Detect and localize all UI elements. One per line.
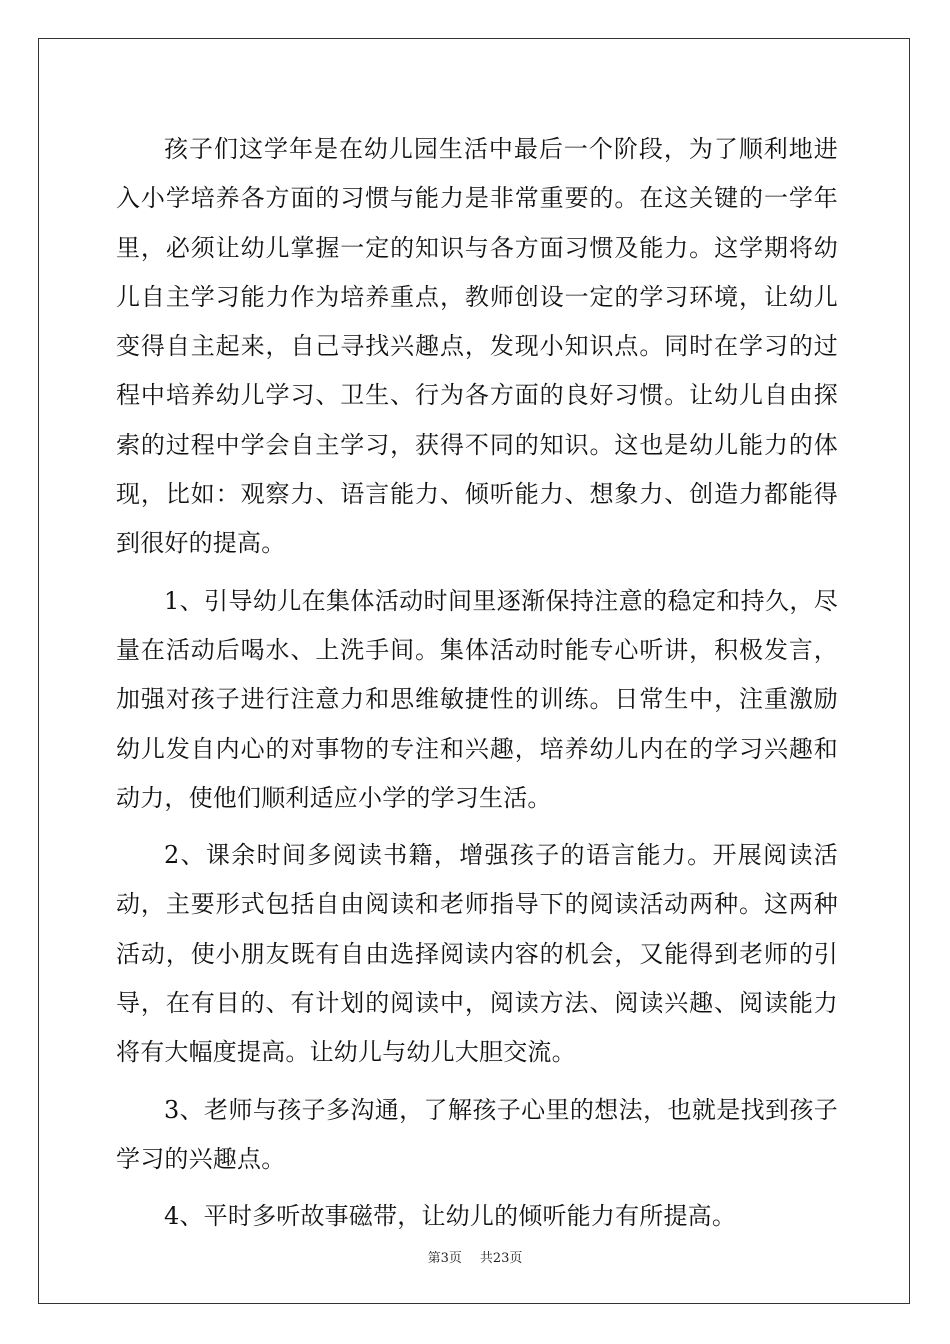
page-number: 第3页 [427, 1251, 462, 1266]
paragraph-item-4: 4、平时多听故事磁带，让幼儿的倾听能力有所提高。 [164, 1202, 737, 1231]
paragraph-intro: 孩子们这学年是在幼儿园生活中最后一个阶段，为了顺利地进入小学培养各方面的习惯与能力是非常重要的。在这关键的一学年里，必须让幼儿掌握一定的知识与各方面习惯及能力。这学期将幼儿自主学习能力作为培养重点，教师创设一定的学习环境，让幼儿变得自主起来，自己寻找兴趣点，发现小知识点。同时在学习的过程中培养幼儿学习、卫生、行为各方面的良好习惯。让幼儿自由探索的过程中学会自主学习，获得不同的知识。这也是幼儿能力的体现，比如：观察力、语言能力、倾听能力、想象力、创造力都能得到很好的提高。 [116, 135, 838, 558]
document-body [116, 125, 838, 1250]
paragraph-item-3: 3、老师与孩子多沟通，了解孩子心里的想法，也就是找到孩子学习的兴趣点。 [116, 1095, 838, 1173]
paragraph-item-2: 2、课余时间多阅读书籍，增强孩子的语言能力。开展阅读活动，主要形式包括自由阅读和老师指导下的阅读活动两种。这两种活动，使小朋友既有自由选择阅读内容的机会，又能得到老师的引导，在有目的、有计划的阅读中，阅读方法、阅读兴趣、阅读能力将有大幅度提高。让幼儿与幼儿大胆交流。 [116, 841, 838, 1067]
total-pages: 共23页 [479, 1251, 523, 1266]
page-footer [0, 1247, 950, 1266]
paragraph-item-1: 1、引导幼儿在集体活动时间里逐渐保持注意的稳定和持久，尽量在活动后喝水、上洗手间。集体活动时能专心听讲，积极发言，加强对孩子进行注意力和思维敏捷性的训练。日常生中，注重激励幼儿发自内心的对事物的专注和兴趣，培养幼儿内在的学习兴趣和动力，使他们顺利适应小学的学习生活。 [116, 586, 838, 812]
